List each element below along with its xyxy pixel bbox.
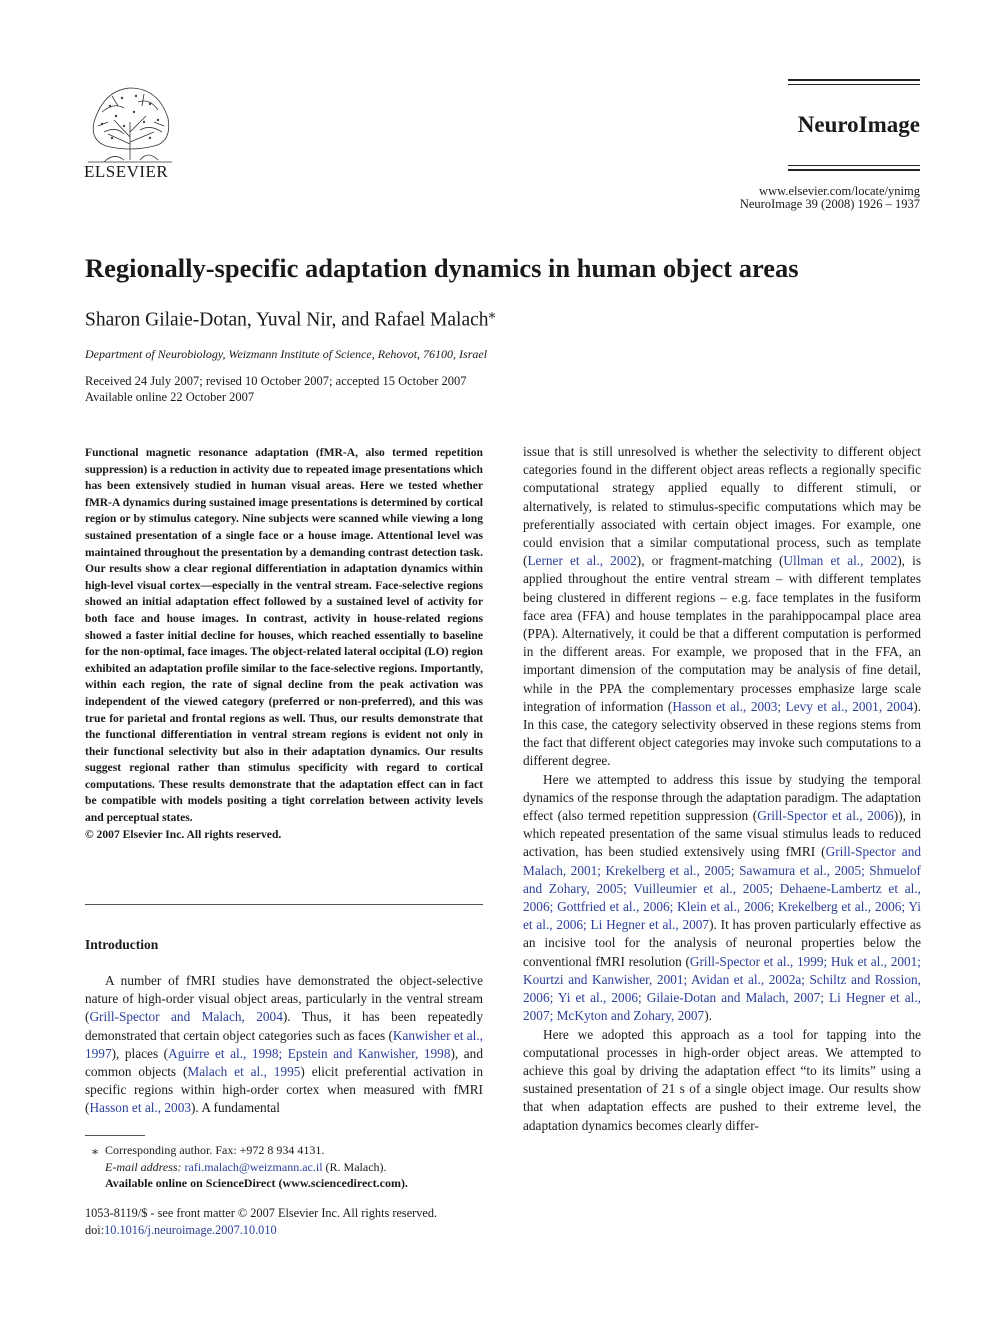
header-rule-bottom-thin <box>788 165 920 166</box>
footnote-email <box>85 1159 483 1176</box>
publisher-name: ELSEVIER <box>84 162 169 181</box>
abstract <box>85 445 483 843</box>
intro-column-right <box>523 443 921 1135</box>
available-online-date: Available online 22 October 2007 <box>85 390 255 404</box>
paragraph-text: ), or fragment-matching ( <box>636 553 784 569</box>
intro-paragraph-4 <box>523 1026 921 1135</box>
paragraph-text: ) elicit preferential activation in specific regions within high-order cortex when measured with fMRI ( <box>85 1064 483 1116</box>
citation-link[interactable]: Hasson et al., 2003; Levy et al., 2001, 2004 <box>672 698 914 714</box>
doi-line <box>85 1222 505 1239</box>
paragraph-text: ), and common objects ( <box>85 1045 483 1080</box>
issn-line: 1053-8119/$ - see front matter © 2007 Elsevier Inc. All rights reserved. <box>85 1206 438 1220</box>
paragraph-text: Here we attempted to address this issue by studying the temporal dynamics of the response through the adaptation paradigm. The adaptation effect (also termed repetition suppression ( <box>523 771 921 824</box>
header-rule-bottom <box>788 169 920 171</box>
paragraph-text: ). It has proven particularly effective as an incisive tool for the analysis of neuronal properties below the conventional fMRI resolution ( <box>523 917 922 969</box>
paragraph-text: issue that is still unresolved is whether the selectivity to different object categories found in the different object areas reflects a regionally specific computational strategy applied equally to different stimuli, or alternatively, is related to stimulus-specific computations which may be preferentially associated with certain object images. For example, one could envision that a similar computational process, such as template ( <box>523 444 921 569</box>
email-suffix: (R. Malach). <box>322 1159 387 1174</box>
email-label: E-mail address: <box>105 1159 182 1174</box>
abstract-text: Functional magnetic resonance adaptation (fMR-A, also termed repetition suppression) is a reduction in activity due to repeated image presentations which has been extensively studied in human visual areas. Here we tested whether fMR-A dynamics during sustained image presentations is determined by cortical region or by stimulus category. Nine subjects were scanned while viewing a long sustained presentation of a single face or a house image. Attentional level was maintained throughout the presentation by a demanding contrast detection task. Our results show a clear regional differentiation in adaptation dynamics within high-level visual cortex—especially in the ventral stream. Face-selective regions showed an initial adaptation effect followed by a sustained level of activity for both face and house images. In contrast, activity in house-related regions showed a faster initial decline for houses, which reached essentially to baseline for the non-optimal, face images. The object-related lateral occipital (LO) region exhibited an adaptation profile similar to the face-selective regions. Importantly, within each region, the rate of signal decline from the peak activation was independent of the viewed category (preferred or non-preferred), and this was true for parietal and frontal regions as well. Thus, our results demonstrate that the functional differentiation in ventral stream regions is evident not only in their functional selectivity but also in their adaptation dynamics. Our results suggest regional rather than stimulus specificity with regard to cortical computations. These results demonstrate that the adaptation effect can in fact be compatible with models positing a tight correlation between activity levels and perceptual states. <box>85 446 483 825</box>
paragraph-text: ). Thus, it has been repeatedly demonstrated that certain object categories such as faces ( <box>85 1009 483 1043</box>
paragraph-text: )), in which repeated presentation of the same visual stimulus leads to reduced activation, has been studied extensively using fMRI ( <box>523 808 921 860</box>
paragraph-text: ). A fundamental <box>191 1100 280 1116</box>
email-link[interactable]: rafi.malach@weizmann.ac.il <box>184 1159 323 1174</box>
footnote-rule <box>85 1135 145 1136</box>
authors-text: Sharon Gilaie-Dotan, Yuval Nir, and Rafael Malach <box>85 309 489 331</box>
corresponding-author-mark[interactable]: ⁎ <box>488 307 496 322</box>
paragraph-text: ), is applied throughout the entire ventral stream – with different templates being clustered in different regions – e.g. face templates in the fusiform face area (FFA) and house templates in the parahippocampal place area (PPA). Alternatively, it could be that a different computation is performed in the different areas. For example, we proposed that in the FFA, an important dimension of the computation may be analysis of fine detail, while in the PPA the complementary processes emphasize large scale integration of information ( <box>523 553 921 714</box>
citation-link[interactable]: Malach et al., 1995 <box>187 1064 301 1080</box>
footnote-corresponding <box>85 1142 483 1159</box>
journal-citation: NeuroImage 39 (2008) 1926 – 1937 <box>739 197 920 211</box>
abstract-copyright: © 2007 Elsevier Inc. All rights reserved. <box>85 827 282 841</box>
received-dates: Received 24 July 2007; revised 10 October 2007; accepted 15 October 2007 <box>85 374 467 388</box>
doi-label: doi: <box>85 1222 105 1237</box>
footnote-corresponding-text: Corresponding author. Fax: +972 8 934 4131. <box>105 1143 325 1157</box>
paragraph-text: Here we adopted this approach as a tool for tapping into the computational processes in high-order object areas. We attempted to achieve this goal by driving the adaptation effect “to its limits” using a sustained presentation of 21 s of a single object image. Our results show that when adaptation effects are pushed to their extreme level, the adaptation dynamics becomes clearly differ- <box>523 1026 921 1133</box>
citation-link[interactable]: Aguirre et al., 1998; Epstein and Kanwisher, 1998 <box>168 1045 451 1061</box>
intro-paragraph-2 <box>523 443 921 771</box>
citation-link[interactable]: Kanwisher et al., 1997 <box>85 1027 483 1061</box>
paragraph-text: ). <box>704 1008 712 1024</box>
journal-name: NeuroImage <box>797 112 920 137</box>
author-list <box>85 306 496 332</box>
intro-column-left <box>85 972 483 1118</box>
citation-link[interactable]: Grill-Spector and Malach, 2004 <box>89 1009 283 1025</box>
footnote-availability: Available online on ScienceDirect (www.sciencedirect.com). <box>105 1176 408 1190</box>
citation-link[interactable]: Grill-Spector and Malach, 2001; Krekelberg et al., 2005; Sawamura et al., 2005; Shmuelof and Zohary, 2005; Vuilleumier et al., 2005; Dehaene-Lambertz et al., 2006; Gottfried et al., 2006; Klein et al., 2006; Krekelberg et al., 2006; Yi et al., 2006; Li Hegner et al., 2007 <box>523 844 922 933</box>
citation-link[interactable]: Hasson et al., 2003 <box>89 1100 191 1116</box>
footnote <box>85 1142 483 1192</box>
journal-url[interactable]: www.elsevier.com/locate/ynimg <box>759 184 920 198</box>
citation-link[interactable]: Grill-Spector et al., 1999; Huk et al., 2001; Kourtzi and Kanwisher, 2001; Avidan et al., 2002a; Schiltz and Rossion, 2006; Yi et al., 2006; Gilaie-Dotan and Malach, 2007; Li Hegner et al., 2007; McKyton and Zohary, 2007 <box>523 953 921 1024</box>
citation-link[interactable]: Ullman et al., 2002 <box>783 553 898 569</box>
footnote-mark: ⁎ <box>92 1143 98 1157</box>
paragraph-text: ), places ( <box>111 1045 169 1061</box>
citation-link[interactable]: Grill-Spector et al., 2006 <box>757 808 894 824</box>
header-rule-top <box>788 79 920 81</box>
paragraph-text: ). In this case, the category selectivity observed in these regions stems from the fact that different object categories may invoke such computations to a different degree. <box>523 698 922 769</box>
front-matter <box>85 1205 505 1238</box>
intro-paragraph-3 <box>523 771 921 1026</box>
doi-link[interactable]: 10.1016/j.neuroimage.2007.10.010 <box>104 1222 277 1237</box>
introduction-heading: Introduction <box>85 937 159 952</box>
abstract-divider <box>85 904 483 905</box>
paragraph-text: A number of fMRI studies have demonstrated the object-selective nature of high-order visual object areas, particularly in the ventral stream ( <box>85 973 483 1025</box>
affiliation: Department of Neurobiology, Weizmann Institute of Science, Rehovot, 76100, Israel <box>85 347 488 361</box>
citation-link[interactable]: Lerner et al., 2002 <box>527 553 637 569</box>
intro-paragraph-1 <box>85 972 483 1118</box>
header-rule-top-thin <box>788 84 920 85</box>
article-title: Regionally-specific adaptation dynamics in human object areas <box>85 253 799 283</box>
